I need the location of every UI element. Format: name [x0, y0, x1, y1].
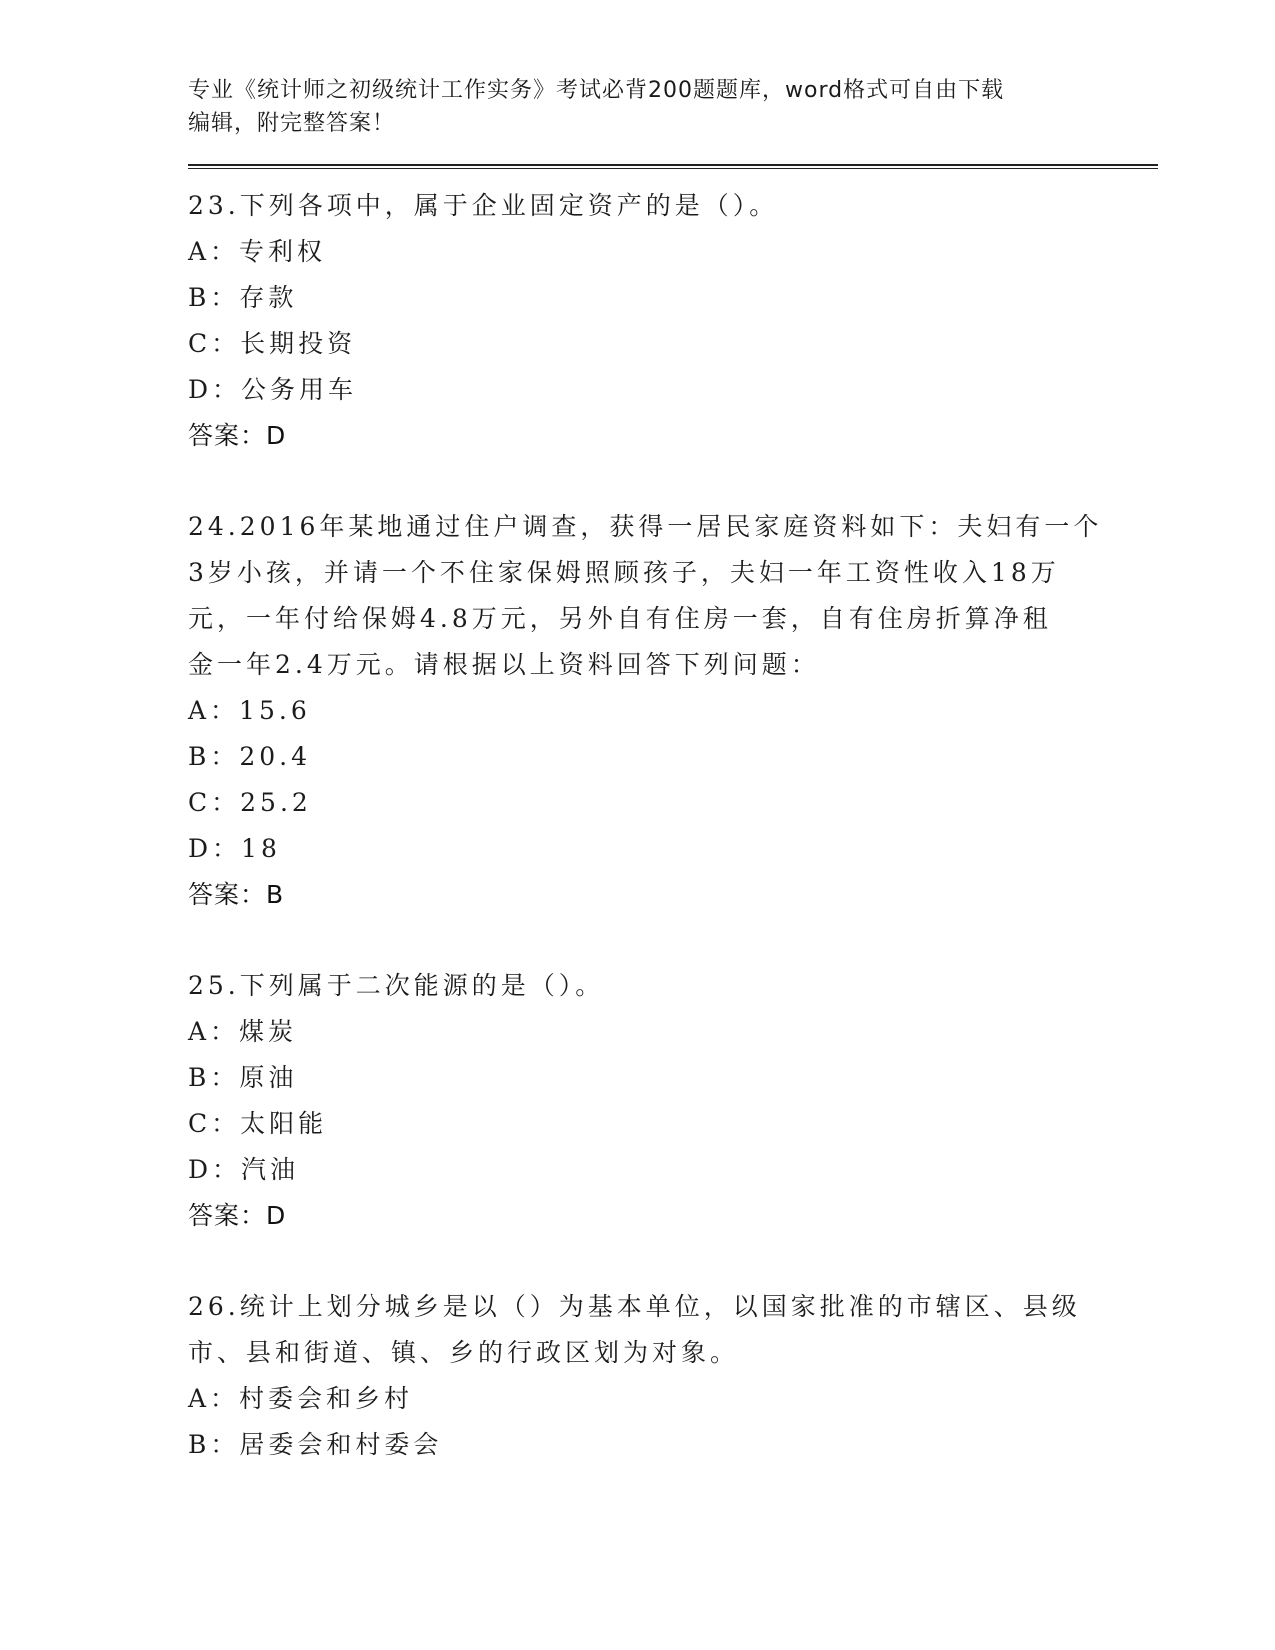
question-24 [188, 504, 1158, 918]
question-stem-line: 24.2016年某地通过住户调查，获得一居民家庭资料如下：夫妇有一个 [188, 512, 1103, 541]
question-25 [188, 963, 1158, 1239]
question-26 [188, 1284, 1158, 1468]
question-stem: 23.下列各项中，属于企业固定资产的是（）。 [188, 191, 779, 220]
option-b: B：居委会和村委会 [188, 1430, 443, 1459]
header-line-1: 专业《统计师之初级统计工作实务》考试必背200题题库，word格式可自由下载 [188, 78, 1005, 103]
option-a: A：专利权 [188, 237, 327, 266]
question-stem-line: 金一年2.4万元。请根据以上资料回答下列问题： [188, 650, 820, 679]
question-stem-line: 26.统计上划分城乡是以（）为基本单位，以国家批准的市辖区、县级 [188, 1292, 1081, 1321]
document-header [188, 74, 1088, 140]
option-a: A：15.6 [188, 696, 311, 725]
header-line-2: 编辑，附完整答案！ [188, 111, 396, 136]
answer: 答案：D [188, 421, 287, 450]
option-a: A：村委会和乡村 [188, 1384, 414, 1413]
option-d: D：18 [188, 834, 281, 863]
question-stem: 25.下列属于二次能源的是（）。 [188, 971, 605, 1000]
question-23 [188, 183, 1158, 459]
question-stem-line: 3岁小孩，并请一个不住家保姆照顾孩子，夫妇一年工资性收入18万 [188, 558, 1060, 587]
document-page [188, 74, 1158, 1513]
option-c: C：太阳能 [188, 1109, 328, 1138]
option-d: D：汽油 [188, 1155, 300, 1184]
option-d: D：公务用车 [188, 375, 358, 404]
header-divider [188, 164, 1158, 169]
option-b: B：原油 [188, 1063, 298, 1092]
option-c: C：长期投资 [188, 329, 357, 358]
answer: 答案：D [188, 1201, 287, 1230]
option-a: A：煤炭 [188, 1017, 298, 1046]
question-stem-line: 元，一年付给保姆4.8万元，另外自有住房一套，自有住房折算净租 [188, 604, 1052, 633]
answer: 答案：B [188, 880, 285, 909]
option-c: C：25.2 [188, 788, 312, 817]
question-stem-line: 市、县和街道、镇、乡的行政区划为对象。 [188, 1338, 740, 1367]
option-b: B：存款 [188, 283, 298, 312]
option-b: B：20.4 [188, 742, 312, 771]
question-list [188, 183, 1158, 1468]
